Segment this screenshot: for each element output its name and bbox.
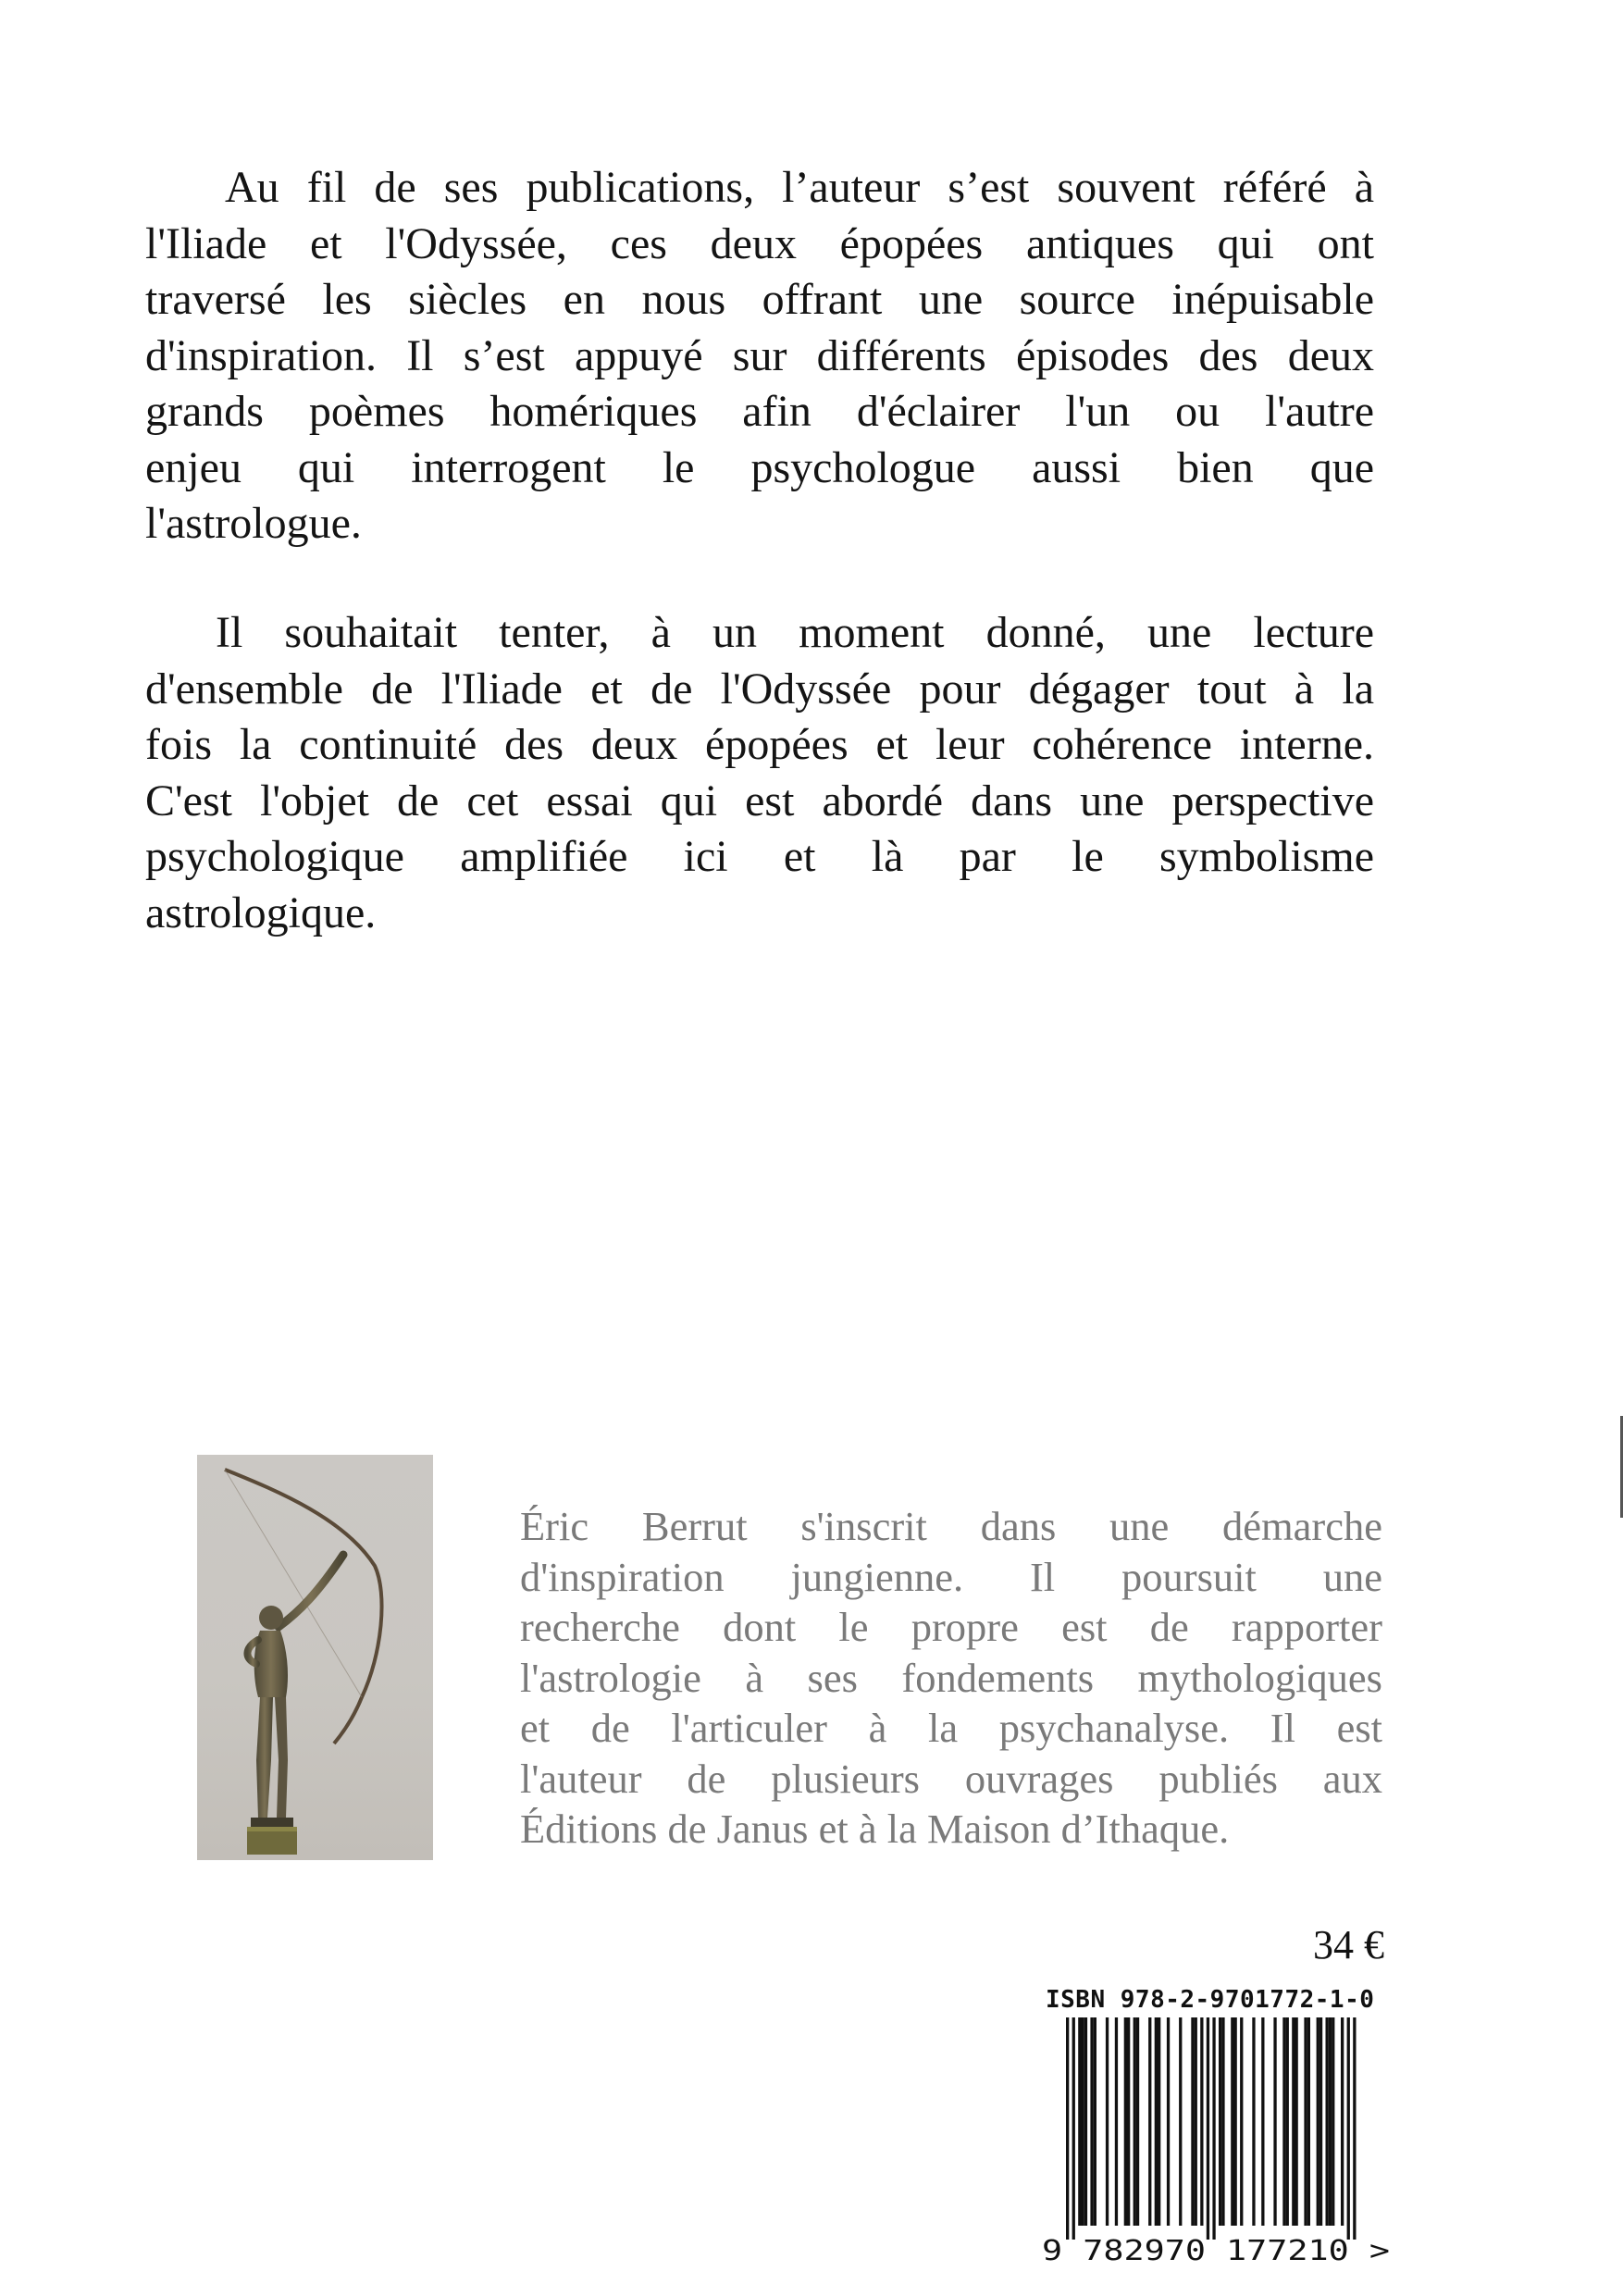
barcode-bar	[1319, 2017, 1322, 2226]
barcode-bar	[1347, 2017, 1350, 2240]
barcode-bar	[1307, 2017, 1310, 2226]
text-line: Éric Berrut s'inscrit dans une démarche	[520, 1503, 1382, 1549]
text-line: psychologique amplifiée ici et là par le symbolisme	[145, 832, 1374, 881]
barcode-bar	[1084, 2017, 1087, 2226]
barcode-bar	[1353, 2017, 1356, 2240]
barcode-bar	[1240, 2017, 1243, 2226]
barcode-bar	[1261, 2017, 1264, 2226]
barcode-bar	[1332, 2017, 1334, 2226]
text-line: d'inspiration. Il s’est appuyé sur différents épisodes des deux	[145, 330, 1374, 380]
barcode-bar	[1200, 2017, 1203, 2226]
barcode-bar	[1072, 2017, 1075, 2240]
text-line: Il souhaitait tenter, à un moment donné, une lecture	[216, 608, 1374, 657]
text-line: traversé les siècles en nous offrant une source inépuisable	[145, 275, 1374, 324]
text-line: d'ensemble de l'Iliade et de l'Odyssée pour dégager tout à la	[145, 664, 1374, 714]
barcode-bar	[1292, 2017, 1295, 2226]
ean13-barcode	[1042, 2017, 1395, 2267]
barcode-bar	[1295, 2017, 1298, 2226]
barcode-bar	[1317, 2017, 1319, 2226]
barcode-bar	[1124, 2017, 1127, 2226]
barcode-bar	[1282, 2017, 1285, 2226]
barcode-bar	[1234, 2017, 1237, 2226]
text-line: Au fil de ses publications, l’auteur s’est souvent référé à	[225, 163, 1374, 212]
description-paragraph-1	[145, 160, 1374, 552]
barcode-bar	[1148, 2017, 1151, 2226]
text-line: astrologique.	[145, 887, 377, 937]
text-line: l'auteur de plusieurs ouvrages publiés aux	[520, 1755, 1382, 1802]
description-paragraph-2	[145, 605, 1374, 941]
barcode-bar	[1326, 2017, 1329, 2226]
barcode-bar	[1082, 2017, 1084, 2226]
barcode-bar	[1191, 2017, 1194, 2226]
barcode-bar	[1221, 2017, 1224, 2226]
barcode-number: 9 782970 177210 >	[1042, 2235, 1390, 2267]
barcode-bar	[1219, 2017, 1221, 2226]
barcode-bar	[1136, 2017, 1139, 2226]
barcode-bar	[1134, 2017, 1136, 2226]
barcode-bar	[1207, 2017, 1209, 2240]
barcode-bar	[1106, 2017, 1109, 2226]
barcode-bar	[1252, 2017, 1255, 2226]
isbn-label: ISBN 978-2-9701772-1-0	[1046, 1986, 1375, 2014]
text-line: C'est l'objet de cet essai qui est abordé dans une perspective	[145, 776, 1374, 825]
barcode-bar	[1167, 2017, 1170, 2226]
barcode-bar	[1115, 2017, 1118, 2226]
barcode-bar	[1341, 2017, 1344, 2226]
text-line: d'inspiration jungienne. Il poursuit une	[520, 1553, 1382, 1600]
text-line: Éditions de Janus et à la Maison d’Ithaque.	[520, 1806, 1230, 1852]
text-line: l'astrologue.	[145, 499, 362, 548]
barcode-bar	[1304, 2017, 1307, 2226]
barcode-bar	[1066, 2017, 1069, 2240]
barcode-bar	[1078, 2017, 1081, 2226]
text-line: fois la continuité des deux épopées et leur cohérence interne.	[145, 720, 1374, 769]
barcode-bar	[1158, 2017, 1160, 2226]
text-line: enjeu qui interrogent le psychologue aussi bien que	[145, 442, 1374, 492]
text-line: grands poèmes homériques afin d'éclairer l'un ou l'autre	[145, 387, 1374, 436]
barcode-bar	[1195, 2017, 1197, 2226]
barcode-bar	[1329, 2017, 1332, 2226]
barcode-bar	[1179, 2017, 1182, 2226]
barcode-bar	[1231, 2017, 1233, 2226]
archer-statue-icon	[197, 1455, 433, 1860]
archer-statue-photo	[197, 1455, 433, 1860]
barcode-bar	[1127, 2017, 1130, 2226]
barcode-bar	[1212, 2017, 1215, 2240]
barcode-bar	[1094, 2017, 1096, 2226]
barcode-bar	[1273, 2017, 1276, 2226]
text-line: l'astrologie à ses fondements mythologiques	[520, 1654, 1382, 1701]
barcode-bar	[1286, 2017, 1289, 2226]
text-line: et de l'articuler à la psychanalyse. Il est	[520, 1705, 1382, 1751]
author-bio	[520, 1501, 1382, 1855]
barcode-bar	[1090, 2017, 1093, 2226]
barcode-bar	[1155, 2017, 1158, 2226]
price: 34 €	[1313, 1922, 1384, 1967]
text-line: l'Iliade et l'Odyssée, ces deux épopées antiques qui ont	[145, 218, 1374, 268]
text-line: recherche dont le propre est de rapporter	[520, 1604, 1382, 1650]
